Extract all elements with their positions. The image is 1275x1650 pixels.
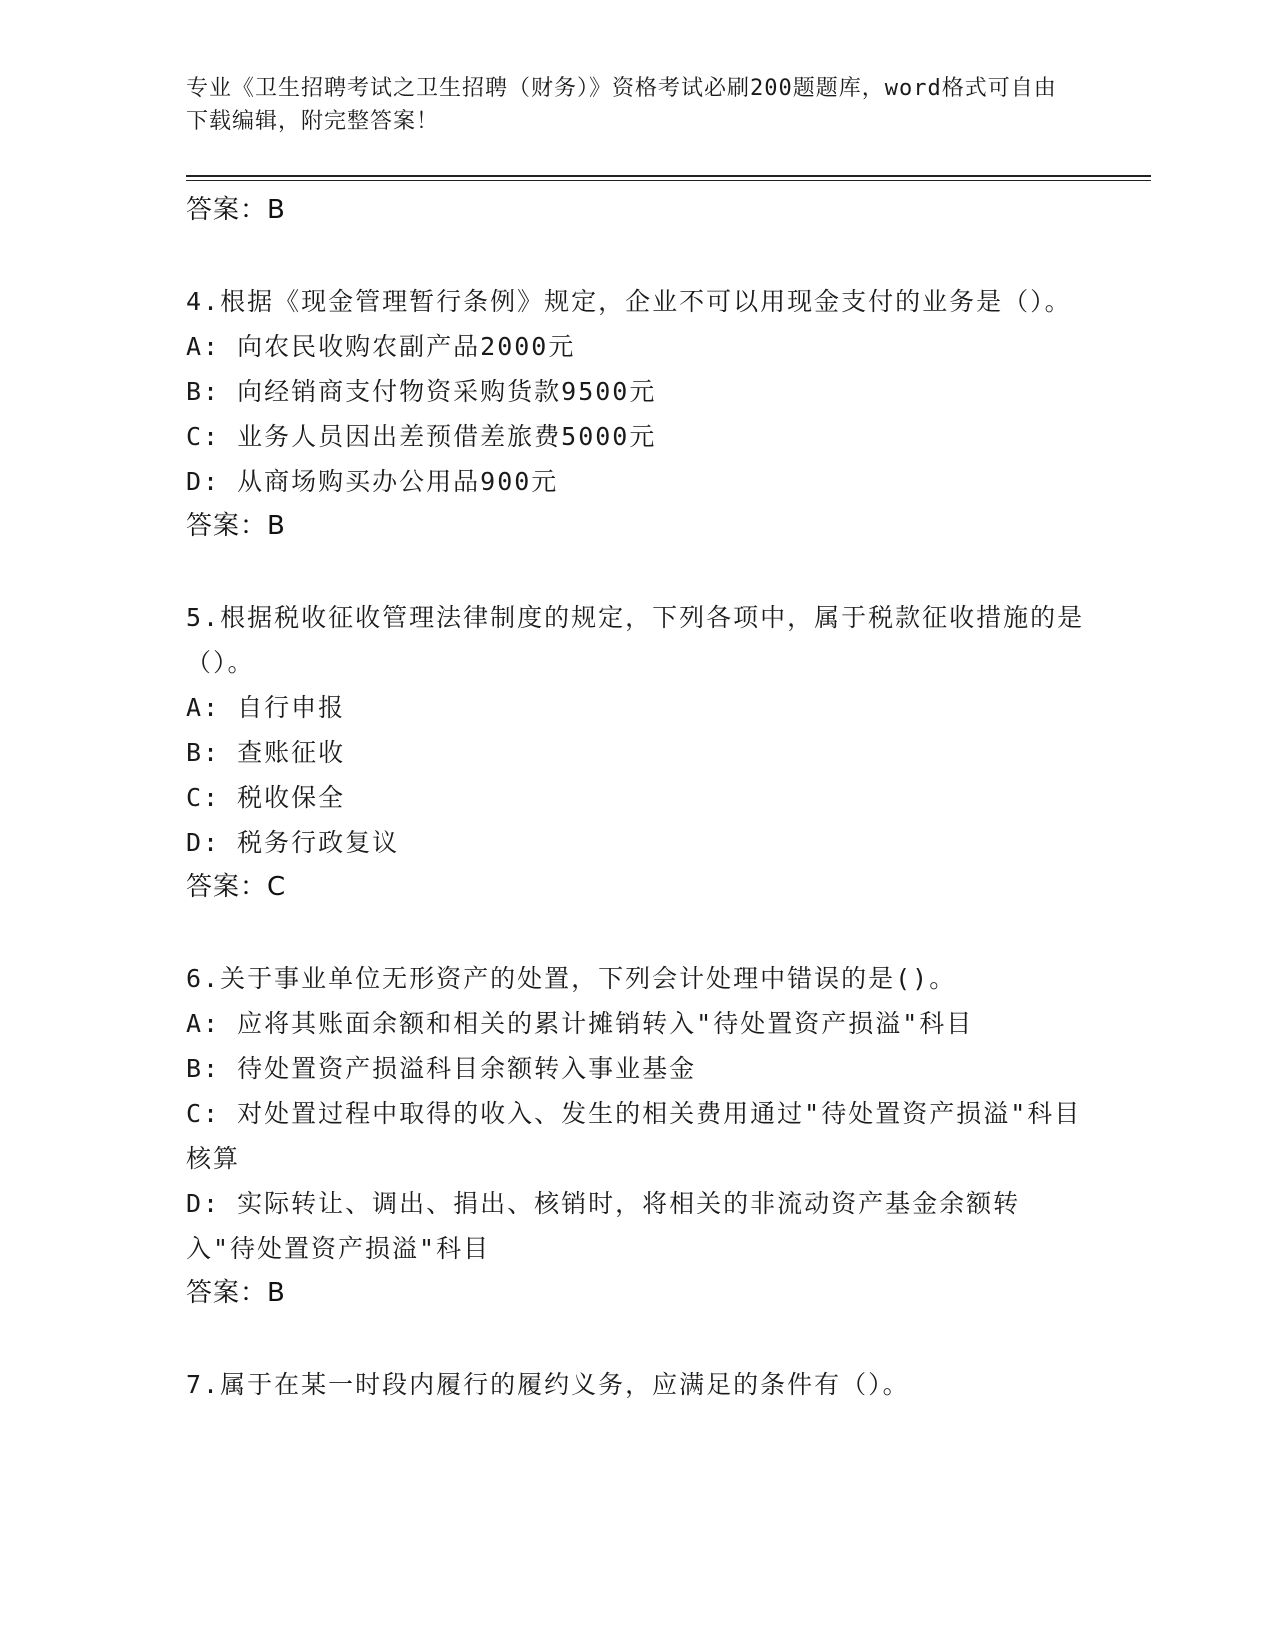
question-item — [186, 956, 1086, 1315]
question-item — [186, 595, 1086, 909]
question-text: 6.关于事业单位无形资产的处置，下列会计处理中错误的是()。 — [186, 964, 957, 993]
option-d: D: 从商场购买办公用品900元 — [186, 467, 559, 496]
option-b: B: 向经销商支付物资采购货款9500元 — [186, 377, 657, 406]
question-text: 4.根据《现金管理暂行条例》规定，企业不可以用现金支付的业务是（）。 — [186, 287, 1072, 316]
answer-label: 答案：C — [186, 872, 287, 902]
option-a: A: 向农民收购农副产品2000元 — [186, 332, 576, 361]
option-a: A: 应将其账面余额和相关的累计摊销转入"待处置资产损溢"科目 — [186, 1009, 974, 1038]
header-divider-thin — [186, 180, 1151, 181]
option-c: C: 税收保全 — [186, 783, 346, 812]
option-d: D: 实际转让、调出、捐出、核销时，将相关的非流动资产基金余额转入"待处置资产损溢"科目 — [186, 1189, 1021, 1263]
question-text: 5.根据税收征收管理法律制度的规定，下列各项中，属于税款征收措施的是（）。 — [186, 603, 1085, 677]
answer-label: 答案：B — [186, 1278, 286, 1308]
document-header: 专业《卫生招聘考试之卫生招聘（财务）》资格考试必刷200题题库，word格式可自由下载编辑，附完整答案！ — [186, 76, 1057, 134]
question-list — [186, 188, 1086, 1407]
option-b: B: 查账征收 — [186, 738, 346, 767]
option-c: C: 业务人员因出差预借差旅费5000元 — [186, 422, 657, 451]
question-item — [186, 279, 1086, 548]
question-text: 7.属于在某一时段内履行的履约义务，应满足的条件有（）。 — [186, 1370, 910, 1399]
question-item — [186, 1362, 1086, 1407]
header-divider-thick — [186, 175, 1151, 177]
option-b: B: 待处置资产损溢科目余额转入事业基金 — [186, 1054, 697, 1083]
answer-label: 答案：B — [186, 195, 286, 225]
option-d: D: 税务行政复议 — [186, 828, 400, 857]
option-c: C: 对处置过程中取得的收入、发生的相关费用通过"待处置资产损溢"科目核算 — [186, 1099, 1082, 1173]
option-a: A: 自行申报 — [186, 693, 346, 722]
answer-label: 答案：B — [186, 511, 286, 541]
